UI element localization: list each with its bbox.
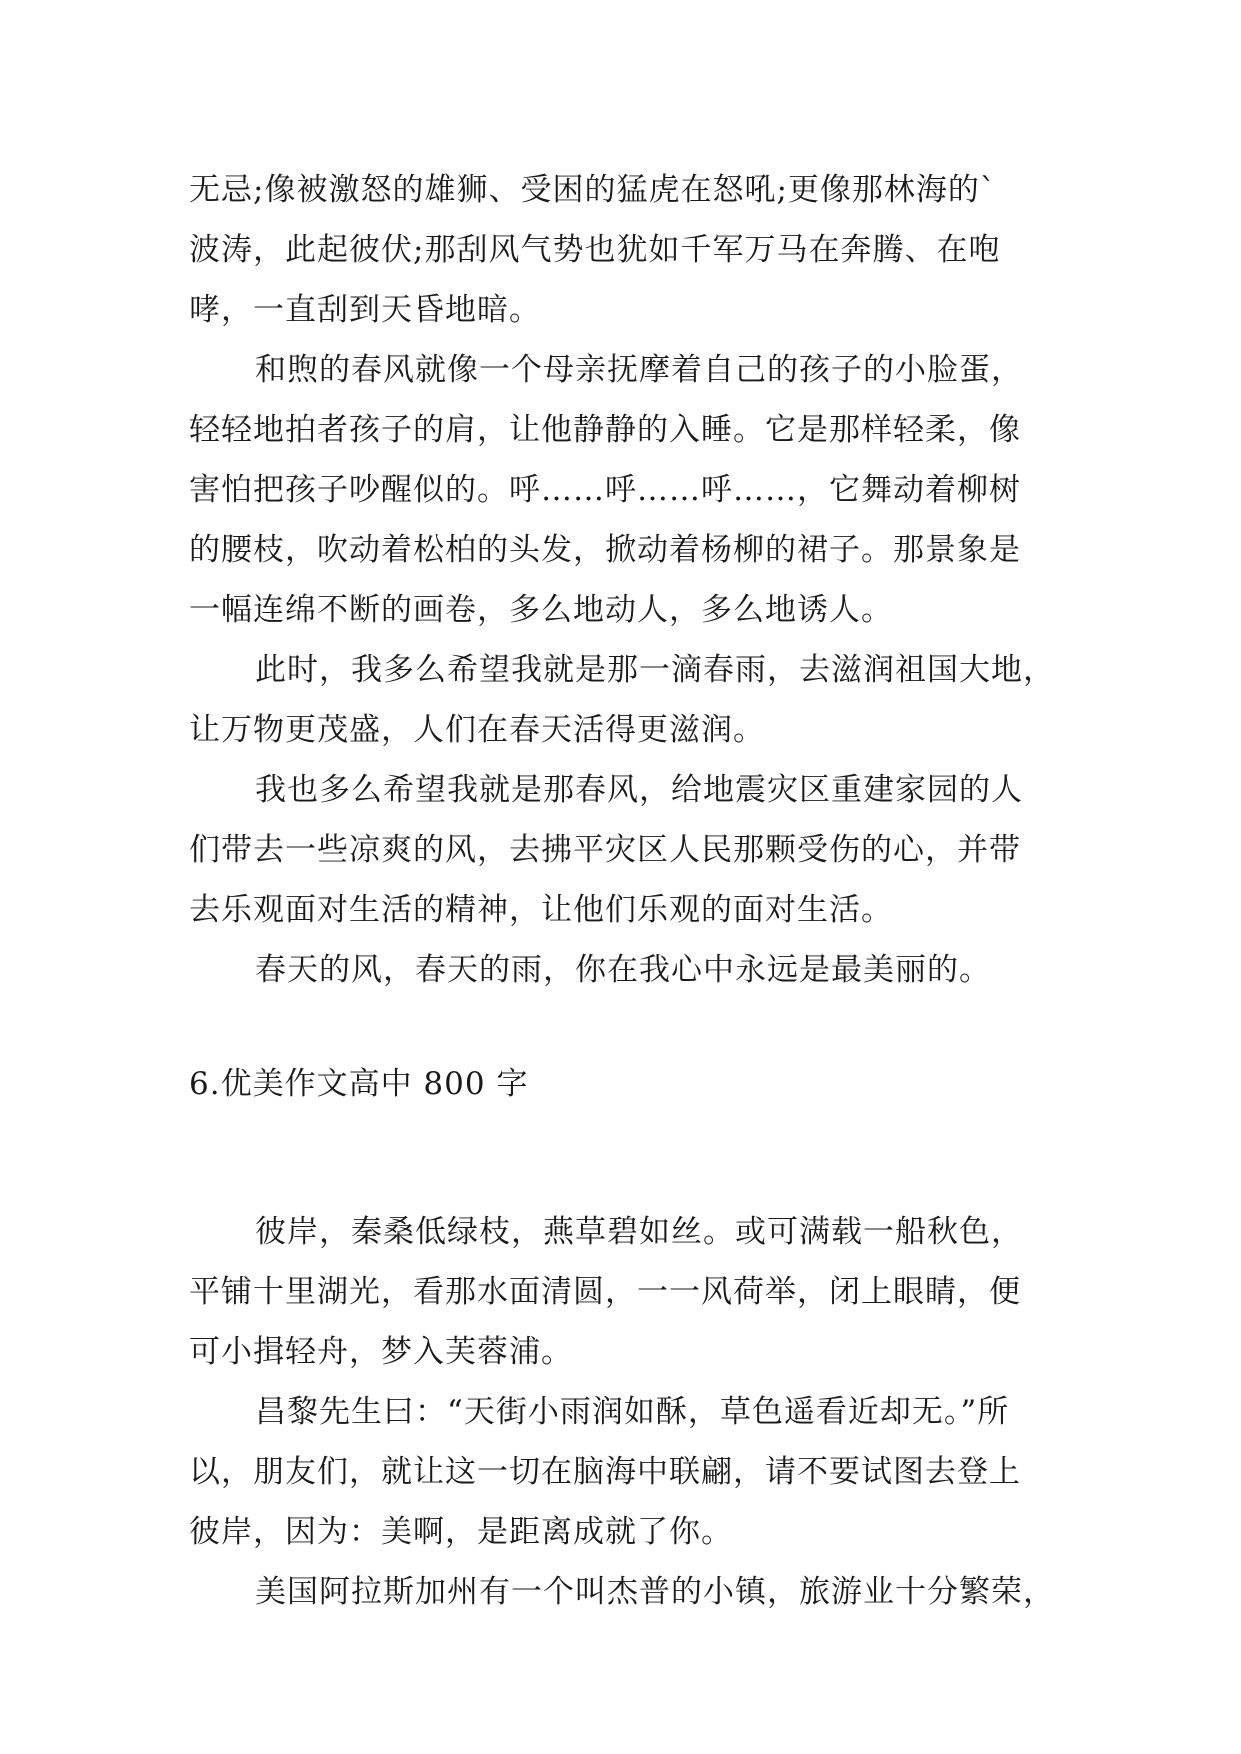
spacer [189, 1114, 1059, 1202]
section-heading: 6.优美作文高中 800 字 [189, 1066, 529, 1102]
text-line: 害怕把孩子吵醒似的。呼……呼……呼……，它舞动着柳树 [189, 472, 1021, 508]
paragraph-first-line: 昌黎先生曰：“天街小雨润如酥，草色遥看近却无。”所 [255, 1394, 1010, 1430]
text-line: 们带去一些凉爽的风，去拂平灾区人民那颗受伤的心，并带 [189, 832, 1021, 868]
spacer [189, 1000, 1059, 1054]
document-page [189, 160, 1059, 1622]
paragraph-first-line: 此时，我多么希望我就是那一滴春雨，去滋润祖国大地， [255, 652, 1055, 688]
text-line: 以，朋友们，就让这一切在脑海中联翩，请不要试图去登上 [189, 1454, 1021, 1490]
text-line: 去乐观面对生活的精神，让他们乐观的面对生活。 [189, 892, 893, 928]
text-line: 让万物更茂盛，人们在春天活得更滋润。 [189, 712, 765, 748]
paragraph-first-line: 和煦的春风就像一个母亲抚摩着自己的孩子的小脸蛋， [255, 352, 1023, 388]
text-line: 无忌;像被激怒的雄狮、受困的猛虎在怒吼;更像那林海的` [189, 172, 997, 208]
text-line: 一幅连绵不断的画卷，多么地动人，多么地诱人。 [189, 592, 893, 628]
text-line: 平铺十里湖光，看那水面清圆，一一风荷举，闭上眼睛，便 [189, 1274, 1021, 1310]
paragraph-first-line: 春天的风，春天的雨，你在我心中永远是最美丽的。 [255, 952, 991, 988]
section-1 [189, 160, 1059, 1000]
paragraph-first-line: 彼岸，秦桑低绿枝，燕草碧如丝。或可满载一船秋色， [255, 1214, 1023, 1250]
paragraph-first-line: 我也多么希望我就是那春风，给地震灾区重建家园的人 [255, 772, 1023, 808]
text-line: 彼岸，因为：美啊，是距离成就了你。 [189, 1514, 733, 1550]
text-line: 哮，一直刮到天昏地暗。 [189, 292, 541, 328]
text-line: 波涛，此起彼伏;那刮风气势也犹如千军万马在奔腾、在咆 [189, 232, 1001, 268]
text-line: 可小揖轻舟，梦入芙蓉浦。 [189, 1334, 573, 1370]
text-line: 轻轻地拍者孩子的肩，让他静静的入睡。它是那样轻柔，像 [189, 412, 1021, 448]
section-2 [189, 1202, 1059, 1622]
paragraph-first-line: 美国阿拉斯加州有一个叫杰普的小镇，旅游业十分繁荣， [255, 1574, 1055, 1610]
text-line: 的腰枝，吹动着松柏的头发，掀动着杨柳的裙子。那景象是 [189, 532, 1021, 568]
